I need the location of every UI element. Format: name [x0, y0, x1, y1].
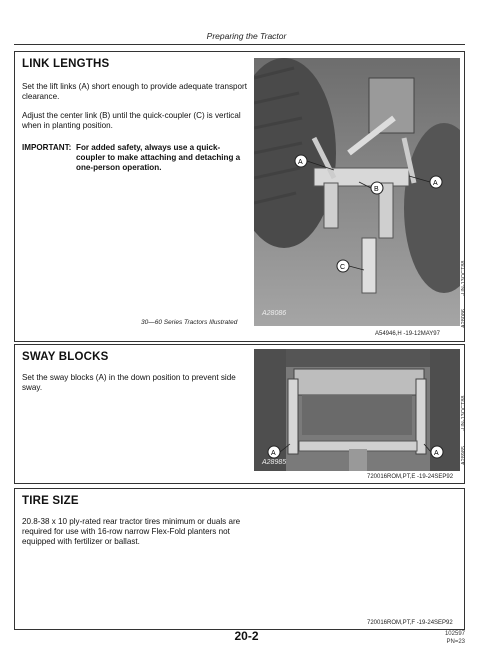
- paragraph: 20.8-38 x 10 ply-rated rear tractor tires minimum or duals are required for use with 16-row narrow Flex-Fold planters not equipped with fertilizer or ballast.: [22, 517, 241, 546]
- callout-a: A: [433, 180, 438, 187]
- reference-code: 720016ROM,PT,E -19-24SEP92: [367, 474, 454, 480]
- sway-block-photo: [254, 349, 460, 471]
- hitch-illustration: [254, 58, 460, 326]
- reference-code: A54946,H -19-12MAY97: [375, 331, 440, 337]
- footer-code: 102597: [444, 631, 465, 637]
- paragraph: Set the lift links (A) short enough to provide adequate transport clearance.: [22, 82, 247, 101]
- callout-c: C: [340, 264, 346, 271]
- section-tire-size: [14, 488, 465, 630]
- section-title: SWAY BLOCKS: [22, 351, 109, 363]
- hitch-photo: [254, 58, 460, 326]
- figure-id: A28985: [262, 459, 287, 466]
- side-code: -UN-13OCT88: [461, 260, 467, 296]
- section-sway-blocks: [14, 344, 465, 484]
- side-code: A28086: [461, 309, 467, 328]
- figure-caption: 30—60 Series Tractors Illustrated: [141, 319, 238, 326]
- important-text: For added safety, always use a quick-coupler to make attaching and detaching a one-person operation.: [76, 143, 241, 172]
- page-header: Preparing the Tractor: [206, 31, 287, 41]
- important-label: IMPORTANT:: [22, 143, 72, 152]
- callout-a: A: [298, 159, 303, 166]
- sway-block-illustration: [254, 349, 460, 471]
- paragraph: Set the sway blocks (A) in the down position to prevent side sway.: [22, 373, 236, 392]
- footer-code: PN=23: [446, 639, 465, 645]
- reference-code: 720016ROM,PT,F -19-24SEP92: [367, 620, 453, 626]
- callout-a: A: [434, 450, 439, 457]
- section-title: LINK LENGTHS: [22, 58, 110, 70]
- callout-b: B: [374, 186, 379, 193]
- paragraph: Adjust the center link (B) until the quick-coupler (C) is vertical when in planting position.: [22, 111, 241, 130]
- callout-a: A: [271, 450, 276, 457]
- section-link-lengths: [14, 51, 465, 342]
- header-rule: [14, 44, 465, 45]
- page-number: 20-2: [234, 629, 259, 643]
- side-code: A28985: [461, 446, 467, 465]
- figure-id: A28086: [262, 310, 287, 317]
- section-title: TIRE SIZE: [22, 495, 79, 507]
- side-code: -UN-13OCT88: [461, 395, 467, 431]
